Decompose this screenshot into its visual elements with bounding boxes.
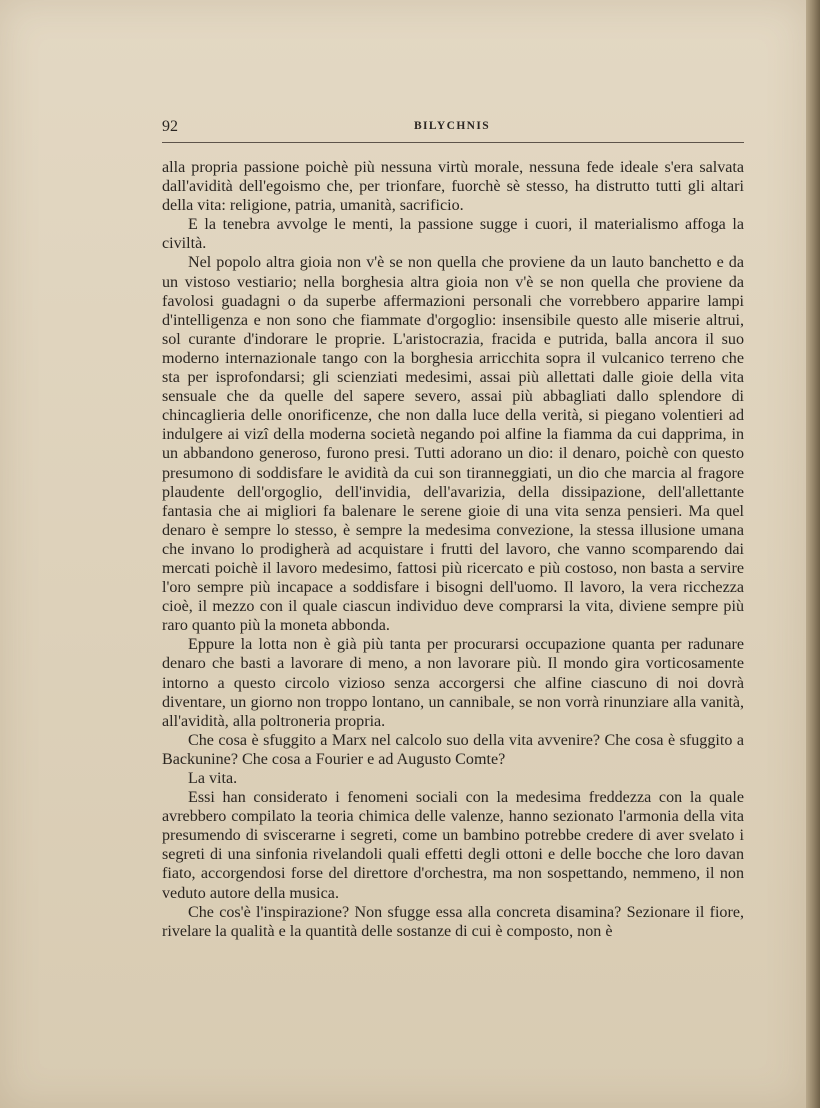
paragraph: La vita. (188, 770, 238, 787)
paragraph: Che cos'è l'inspirazione? Non sfugge essa alla concreta disamina? Sezionare il fiore, rivelare la qualità e la quantità delle sostanze di cui è composto, non è (162, 903, 744, 940)
paragraph: E la tenebra avvolge le menti, la passione sugge i cuori, il materialismo affoga la civiltà. (162, 216, 744, 253)
paragraph: Che cosa è sfuggito a Marx nel calcolo suo della vita avvenire? Che cosa è sfuggito a Backunine? Che cosa a Fourier e ad Augusto Comte? (162, 731, 744, 768)
page-edge (806, 0, 820, 1108)
page-number: 92 (162, 118, 178, 135)
running-title: BILYCHNIS (413, 120, 491, 132)
paragraph: Essi han considerato i fenomeni sociali con la medesima freddezza con la quale avrebbero compilato la teoria chimica delle valenze, hanno sezionato l'armonia della vita presumendo di sviscerarne i segreti, come un bambino potrebbe credere di aver svelato i segreti di una sinfonia rivelandoli quali effetti degli ottoni e delle bocche che loro davan fiato, accorgendosi forse del direttore d'orchestra, ma non sospettando, nemmeno, il non veduto autore della musica. (162, 789, 744, 902)
body-text (162, 158, 744, 941)
page-header (162, 118, 742, 144)
header-rule (162, 142, 744, 143)
paragraph: Nel popolo altra gioia non v'è se non quella che proviene da un lauto banchetto e da un vistoso vestiario; nella borghesia altra gioia non v'è se non quella che proviene da favolosi guadagni o da superbe affermazioni personali che vorrebbero apparire lampi d'intelligenza e non sono che fiammate d'orgoglio: insensibile questo alle miserie altrui, sol curante d'indorare le proprie. L'aristocrazia, fracida e putrida, balla ancora il suo moderno internazionale tango con la borghesia arricchita sopra il vulcanico terreno che sta per isprofondarsi; gli scienziati medesimi, assai più allettati dalle gioie della vita sensuale che da quelle del sapere severo, assai più abbagliati dallo splendore di chincaglieria delle onorificenze, che non dalla luce della verità, si piegano volentieri ad indulgere ai vizî della moderna società negando poi alfine la fiamma da cui dapprima, in un abbandono generoso, furono presi. Tutti adorano un dio: il denaro, poichè con questo presumono di soddisfare le avidità da cui son tiranneggiati, un dio che marcia al fragore plaudente dell'orgoglio, dell'invidia, dell'avarizia, della dissipazione, dell'allettante fantasia che ai migliori fa balenare le serene gioie di una vita senza pensieri. Ma quel denaro è sempre lo stesso, è sempre la medesima convezione, la stessa illusione umana che invano lo prodigherà ad acquistare i frutti del lavoro, che vanno scomparendo dai mercati poichè il lavoro medesimo, fattosi più ricercato e più costoso, non basta a servire l'oro sempre più incapace a soddisfare i bisogni dell'uomo. Il lavoro, la vera ricchezza cioè, il mezzo con il quale ciascun individuo deve comprarsi la vita, diviene sempre più raro quanto più la moneta abbonda. (162, 254, 744, 635)
paragraph: Eppure la lotta non è già più tanta per procurarsi occupazione quanta per radunare denaro che basti a lavorare di meno, a non lavorare più. Il mondo gira vorticosamente intorno a questo circolo vizioso senza accorgersi che alfine ciascuno di noi dovrà diventare, un giorno non troppo lontano, un cannibale, se non vorrà rinunziare alla vanità, all'avidità, alla poltroneria propria. (162, 636, 744, 730)
paragraph: alla propria passione poichè più nessuna virtù morale, nessuna fede ideale s'era salvata dall'avidità dell'egoismo che, per trionfare, fuorchè sè stesso, ha distrutto tutti gli altari della vita: religione, patria, umanità, sacrificio. (162, 159, 744, 215)
